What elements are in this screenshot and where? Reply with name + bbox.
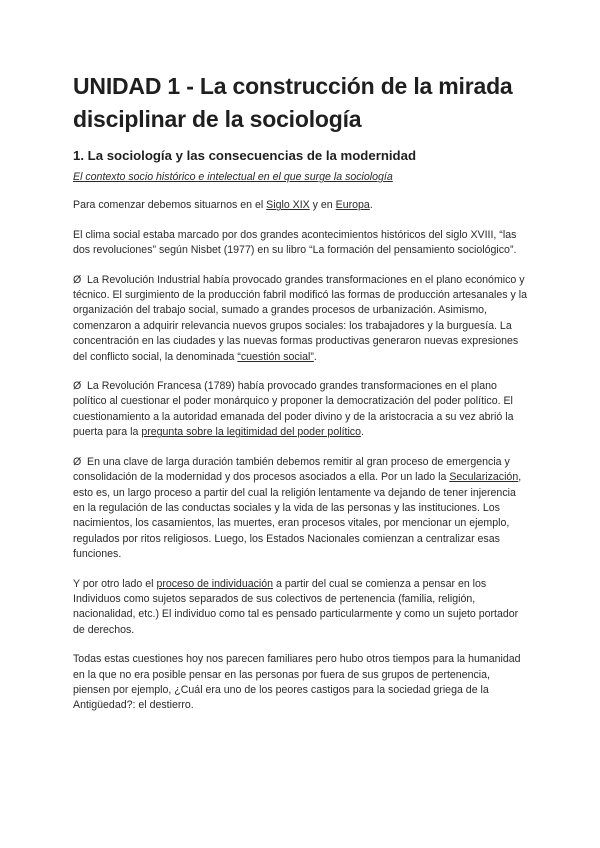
subheading: El contexto socio histórico e intelectual en el que surge la sociología [73, 171, 393, 183]
text-run: . [369, 199, 373, 212]
paragraph-conclusion: Todas estas cuestiones hoy nos parecen familiares pero hubo otros tiempos para la humanidad en la que no era posible pensar en las personas por fuera de sus grupos de pertenencia, piensen por ejemplo, ¿Cuál era uno de los peores castigos para la sociedad griega de la Antigüedad?: el destierro. [73, 653, 521, 712]
page-title: UNIDAD 1 - La construcción de la mirada disciplinar de la sociología [73, 73, 513, 132]
text-run: , esto es, un largo proceso a partir del cual la religión lentamente va dejando de tener injerencia en la regulación de las conductas sociales y la vida de las personas y las instituciones. Los nacimientos, los casamientos, las muertes, eran procesos vitales, por mencionar un ejemplo, regulados por ritos religiosos. Luego, los Estados Nacionales comienzan a centralizar esas funciones. [73, 471, 522, 561]
link-legitimidad-poder[interactable]: pregunta sobre la legitimidad del poder político [141, 426, 361, 439]
paragraph-modernity [73, 455, 530, 563]
text-run: En una clave de larga duración también debemos remitir al gran proceso de emergencia y consolidación de la modernidad y dos procesos asociados a ella. Por un lado la [73, 455, 510, 484]
link-cuestion-social[interactable]: “cuestión social” [237, 350, 314, 363]
text-run: a partir del cual se comienza a pensar en los Individuos como sujetos separados de sus colectivos de pertenencia (familia, religión, nacionalidad, etc.) El individuo como tal es pensado particularmente y como un sujeto portador de derechos. [73, 577, 519, 636]
text-run: Y por otro lado el [73, 577, 157, 590]
text-run: . [361, 426, 364, 439]
paragraph-french-revolution [73, 379, 530, 441]
text-run: La Revolución Industrial había provocado grandes transformaciones en el plano económico y técnico. El surgimiento de la producción fabril modificó las formas de producción artesanales y la organización del trabajo social, sumado a grandes procesos de urbanización. Asimismo, comenzaron a adquirir relevancia nuevos grupos sociales: los trabajadores y la burguesía. La concentración en las ciudades y las nuevas formas productivas generaron nuevas expresiones del conflicto social, la denominada [73, 273, 527, 363]
link-siglo-xix[interactable]: Siglo XIX [266, 199, 310, 212]
text-run: Para comenzar debemos situarnos en el [73, 199, 267, 212]
bullet-icon: Ø [73, 273, 82, 286]
bullet-icon: Ø [73, 455, 82, 468]
section-heading: 1. La sociología y las consecuencias de la modernidad [73, 148, 416, 163]
link-europa[interactable]: Europa [335, 199, 370, 212]
bullet-icon: Ø [73, 380, 82, 393]
link-proceso-individuacion[interactable]: proceso de individuación [156, 577, 274, 590]
text-run: . [313, 350, 317, 363]
paragraph-intro [73, 198, 530, 213]
paragraph-revolutions: El clima social estaba marcado por dos grandes acontecimientos históricos del siglo XVIII, “las dos revoluciones” según Nisbet (1977) en su libro “La formación del pensamiento sociológico”. [73, 228, 517, 257]
text-run: y en [309, 199, 336, 212]
link-secularizacion[interactable]: Secularización [449, 471, 519, 484]
paragraph-individuation [73, 577, 530, 639]
paragraph-industrial-revolution [73, 273, 530, 365]
text-run: La Revolución Francesa (1789) había provocado grandes transformaciones en el plano político al cuestionar el poder monárquico y proponer la democratización del poder político. El cuestionamiento a la autoridad emanada del poder divino y de la aristocracia a su vez abrió la puerta para la [73, 380, 514, 439]
